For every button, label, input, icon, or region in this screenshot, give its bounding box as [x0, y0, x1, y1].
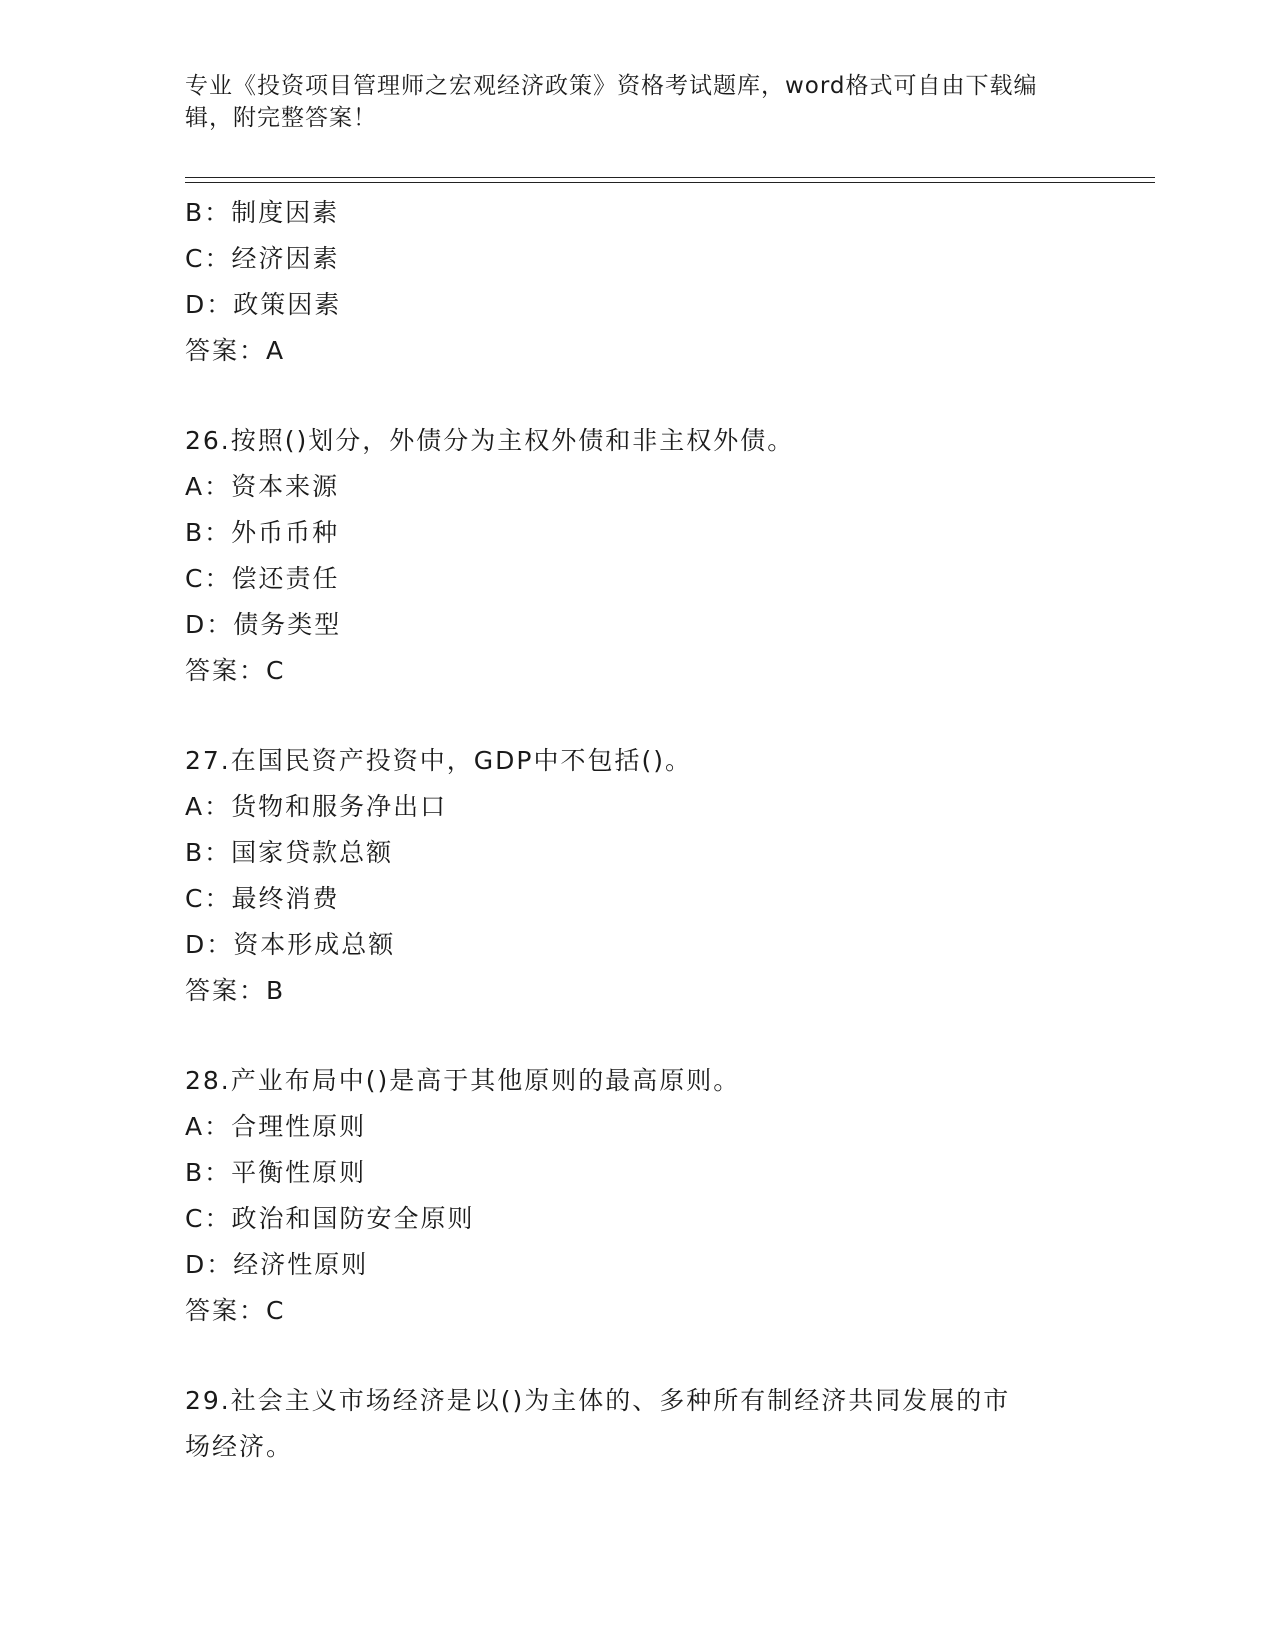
option-d: D：资本形成总额	[185, 930, 396, 959]
document-header	[185, 70, 1065, 134]
option-c: C：偿还责任	[185, 564, 340, 593]
question-29	[185, 1378, 1085, 1470]
option-d: D：政策因素	[185, 290, 342, 319]
question-26	[185, 418, 1085, 694]
option-b: B：外币币种	[185, 518, 340, 547]
question-text: 27.在国民资产投资中，GDP中不包括()。	[185, 746, 692, 775]
question-text-line-1: 29.社会主义市场经济是以()为主体的、多种所有制经济共同发展的市	[185, 1386, 1011, 1415]
header-divider-bottom	[185, 182, 1155, 183]
question-fragment	[185, 190, 1085, 374]
header-line-1: 专业《投资项目管理师之宏观经济政策》资格考试题库，word格式可自由下载编	[185, 73, 1038, 99]
option-d: D：经济性原则	[185, 1250, 369, 1279]
question-28	[185, 1058, 1085, 1334]
answer-line: 答案：C	[185, 1296, 286, 1325]
question-text: 28.产业布局中()是高于其他原则的最高原则。	[185, 1066, 741, 1095]
spacer	[185, 374, 1085, 418]
header-line-2: 辑，附完整答案！	[185, 105, 377, 131]
option-c: C：经济因素	[185, 244, 340, 273]
question-27	[185, 738, 1085, 1014]
option-a: A：资本来源	[185, 472, 340, 501]
answer-line: 答案：A	[185, 336, 286, 365]
option-b: B：制度因素	[185, 198, 340, 227]
question-text: 26.按照()划分，外债分为主权外债和非主权外债。	[185, 426, 795, 455]
option-d: D：债务类型	[185, 610, 342, 639]
question-list	[185, 190, 1085, 1470]
option-b: B：平衡性原则	[185, 1158, 367, 1187]
answer-line: 答案：B	[185, 976, 286, 1005]
option-a: A：合理性原则	[185, 1112, 367, 1141]
option-b: B：国家贷款总额	[185, 838, 394, 867]
option-a: A：货物和服务净出口	[185, 792, 448, 821]
spacer	[185, 1014, 1085, 1058]
spacer	[185, 1334, 1085, 1378]
option-c: C：最终消费	[185, 884, 340, 913]
spacer	[185, 694, 1085, 738]
question-text-line-2: 场经济。	[185, 1432, 294, 1461]
header-divider-top	[185, 177, 1155, 178]
option-c: C：政治和国防安全原则	[185, 1204, 475, 1233]
answer-line: 答案：C	[185, 656, 286, 685]
